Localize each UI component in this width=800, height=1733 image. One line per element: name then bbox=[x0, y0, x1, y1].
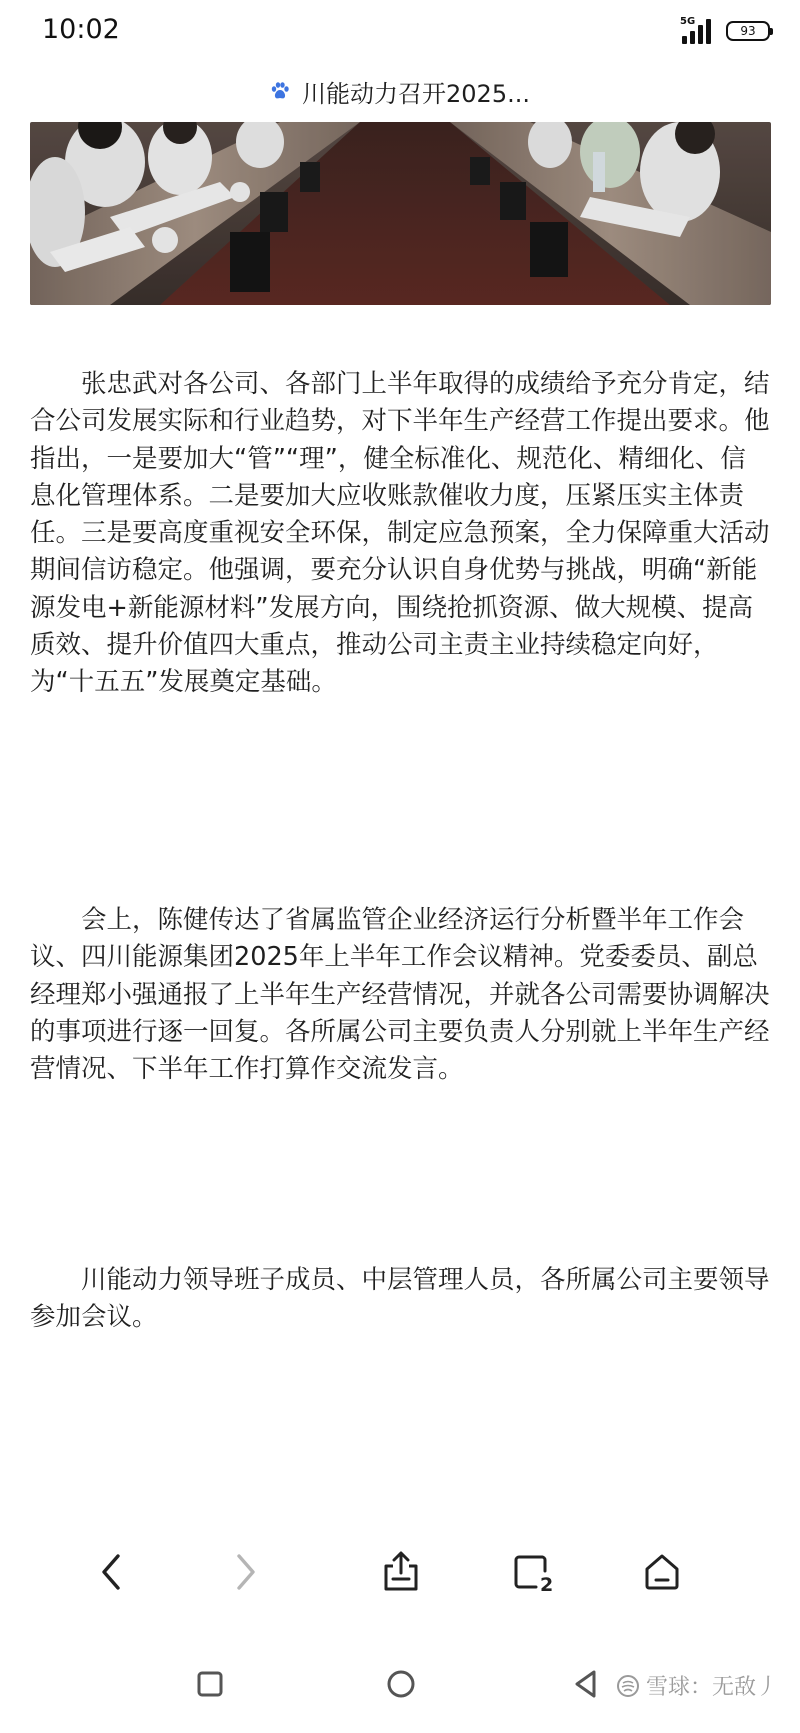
home-nav-button[interactable] bbox=[371, 1654, 431, 1714]
home-button[interactable] bbox=[622, 1532, 702, 1612]
triangle-back-icon bbox=[572, 1669, 600, 1699]
share-icon bbox=[381, 1551, 421, 1593]
status-bar bbox=[0, 0, 800, 64]
page-title: 川能动力召开2025... bbox=[302, 79, 530, 108]
battery-icon bbox=[726, 21, 770, 41]
tab-count: 2 bbox=[540, 1574, 554, 1593]
article-paragraph-1: 张忠武对各公司、各部门上半年取得的成绩给予充分肯定，结合公司发展实际和行业趋势，对下半年生产经营工作提出要求。他指出，一是要加大“管”“理”，健全标准化、规范化、精细化、信息化管理体系。二是要加大应收账款催收力度，压紧压实主体责任。三是要高度重视安全环保，制定应急预案，全力保障重大活动期间信访稳定。他强调，要充分认识自身优势与挑战，明确“新能源发电+新能源材料”发展方向，围绕抢抓资源、做大规模、提高质效、提升价值四大重点，推动公司主责主业持续稳定向好，为“十五五”发展奠定基础。 bbox=[30, 369, 770, 698]
network-type: 5G bbox=[680, 16, 696, 27]
circle-icon bbox=[385, 1668, 417, 1700]
paw-icon bbox=[270, 81, 290, 101]
signal-icon bbox=[680, 18, 716, 44]
tabs-button[interactable] bbox=[493, 1532, 573, 1612]
back-nav-button[interactable] bbox=[556, 1654, 616, 1714]
chevron-right-icon bbox=[231, 1552, 261, 1592]
square-icon bbox=[196, 1670, 224, 1698]
share-button[interactable] bbox=[361, 1532, 441, 1612]
back-button[interactable] bbox=[71, 1532, 151, 1612]
article-paragraph-3: 川能动力领导班子成员、中层管理人员，各所属公司主要领导参加会议。 bbox=[30, 1265, 770, 1333]
browser-toolbar bbox=[0, 1532, 800, 1612]
watermark bbox=[616, 1670, 778, 1701]
watermark-text: 雪球：无敌丿 bbox=[645, 1675, 778, 1700]
status-icons bbox=[680, 18, 770, 44]
status-time: 10:02 bbox=[42, 14, 120, 45]
recent-apps-button[interactable] bbox=[180, 1654, 240, 1714]
title-bar bbox=[0, 64, 800, 118]
forward-button[interactable] bbox=[206, 1532, 286, 1612]
meeting-photo bbox=[30, 122, 771, 305]
chevron-left-icon bbox=[96, 1552, 126, 1592]
article-paragraph-2: 会上，陈健传达了省属监管企业经济运行分析暨半年工作会议、四川能源集团2025年上半年工作会议精神。党委委员、副总经理郑小强通报了上半年生产经营情况，并就各公司需要协调解决的事项进行逐一回复。各所属公司主要负责人分别就上半年生产经营情况、下半年工作打算作交流发言。 bbox=[30, 905, 770, 1085]
tabs-icon bbox=[512, 1551, 554, 1593]
system-nav-bar bbox=[0, 1650, 800, 1733]
home-icon bbox=[642, 1552, 682, 1592]
battery-level: 93 bbox=[740, 24, 756, 38]
snowball-logo-icon bbox=[616, 1674, 640, 1698]
